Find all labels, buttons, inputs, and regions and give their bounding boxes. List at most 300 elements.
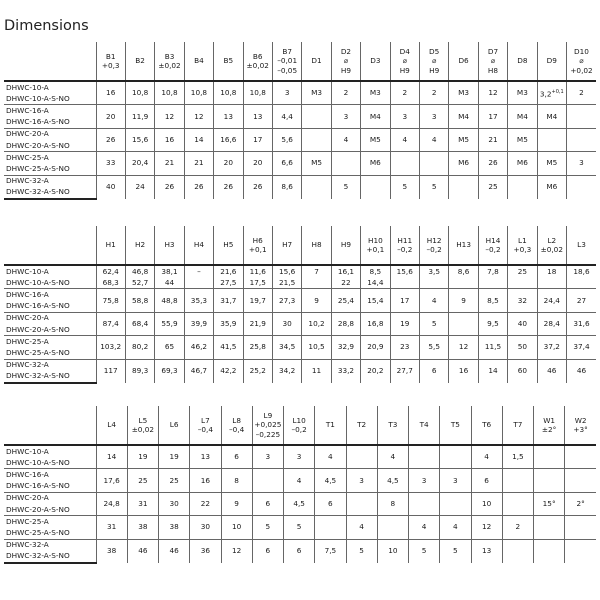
column-header [96,226,125,265]
table-cell: 16,6 [214,128,243,151]
table-cell: M6 [361,152,390,175]
table-cell [508,175,537,199]
column-header-n: H10 [367,235,383,245]
column-header-n: T4 [419,420,429,430]
table-cell: M5 [449,128,478,151]
table-cell: 2 [390,81,419,105]
column-header [272,226,301,265]
table-cell: 17 [390,289,419,312]
table-row [4,445,596,457]
column-header-c: +0,1 [366,245,385,254]
table-cell: 26 [478,152,507,175]
table-cell: 4 [315,445,346,469]
table-cell: M6 [537,175,566,199]
table-cell: 16 [190,469,221,492]
column-header-n: L6 [169,420,179,430]
table-cell: 46 [567,359,597,383]
column-header [361,42,390,81]
table-cell: 3 [419,105,448,128]
table-cell: 13 [471,539,502,563]
dimensions-table-b-d [4,42,596,200]
header-spacer [4,406,96,445]
column-header-a: +0,025 [254,420,282,430]
column-header-n: D10 [574,46,589,56]
column-header-c: ±0,02 [158,61,181,70]
table-cell [449,277,478,289]
table-cell: 3 [409,469,440,492]
table-cell: M4 [361,105,390,128]
table-cell: 68,3 [96,277,125,289]
column-header-n: D8 [517,56,528,66]
table-cell: 38 [127,516,158,539]
table-cell: 10,2 [302,312,331,335]
table-cell: 25,2 [243,359,272,383]
model-label: DHWC-16-A-S-NO [6,117,70,127]
table-cell: 23 [390,336,419,359]
table-cell: 46,2 [184,336,213,359]
column-header [331,226,360,265]
table-cell [346,492,377,515]
column-header-n: L7 [201,415,210,425]
table-cell: 10,5 [302,336,331,359]
table-cell: 32 [508,289,537,312]
model-label: DHWC-25-A [4,336,96,348]
table-cell: M4 [537,105,566,128]
table-cell: 4,5 [284,492,315,515]
column-header-n: H2 [135,240,146,250]
table-cell [565,469,596,492]
table-cell: 34,5 [272,336,301,359]
table-cell: 46,8 [125,265,154,277]
table-cell: 4 [440,516,471,539]
table-cell: 27 [567,289,597,312]
table-cell [361,175,390,199]
table-cell: 22 [190,492,221,515]
table-cell: 19,7 [243,289,272,312]
column-header-n: D9 [546,56,557,66]
header-spacer [4,226,96,265]
column-header [449,226,478,265]
table-row [4,492,596,504]
table-cell: 3 [390,105,419,128]
table-cell: 3 [440,469,471,492]
column-header [190,406,221,445]
table-cell: 2 [502,516,533,539]
table-cell: 17,6 [96,469,127,492]
column-header [284,406,315,445]
column-header-n: D2 [340,46,352,56]
column-header [243,42,272,81]
column-header-n: D1 [311,56,322,66]
table-cell: 33,2 [331,359,360,383]
table-cell: 5,5 [419,336,448,359]
table-cell: 42,2 [214,359,243,383]
column-header-a: ⌀ [431,56,437,66]
table-cell: 80,2 [125,336,154,359]
table-cell: 20 [243,152,272,175]
column-header-n: D3 [370,56,381,66]
column-header-n: T3 [388,420,398,430]
table-cell: 38,1 [155,265,184,277]
table-cell: 6 [252,492,283,515]
column-header [214,226,243,265]
model-label: DHWC-20-A-S-NO [6,324,70,334]
table-cell: 48,8 [155,289,184,312]
table-cell: 38 [159,516,190,539]
column-header-a: –0,01 [277,56,298,66]
table-cell: – [184,265,213,277]
column-header-n: H9 [340,240,352,250]
table-cell: 26 [243,175,272,199]
column-header [502,406,533,445]
table-cell: 35,3 [184,289,213,312]
table-cell: 2 [567,81,597,105]
column-header-n: L3 [577,240,586,250]
table-cell: 24 [125,175,154,199]
table-cell: 14 [184,128,213,151]
table-cell: 46 [537,359,566,383]
column-header [125,42,154,81]
column-header-c: ±0,02 [131,425,155,434]
table-cell: 12 [471,516,502,539]
table-cell: 27,5 [214,277,243,289]
dimensions-table-h-l [4,226,596,384]
column-header [346,406,377,445]
table-cell: 7,8 [478,265,507,277]
model-label: DHWC-32-A [4,539,96,551]
table-cell: 38 [96,539,127,563]
model-label: DHWC-16-A-S-NO [6,481,70,491]
column-header-n: H14 [485,235,501,245]
model-label: DHWC-32-A [4,359,96,371]
table-cell: 3 [272,81,301,105]
table-cell: 58,8 [125,289,154,312]
table-cell: 7 [302,265,331,277]
table-cell [567,105,597,128]
table-cell: 15,4 [361,289,390,312]
table-cell: 41,5 [214,336,243,359]
table-cell: M3 [449,81,478,105]
table-cell: 25 [127,469,158,492]
column-header-c: –0,05 [277,65,298,75]
column-header-a: ⌀ [490,56,496,66]
column-header-n: D5 [429,46,440,56]
table-cell [440,492,471,515]
table-cell: 15,6 [390,265,419,277]
table-cell: 46,7 [184,359,213,383]
table-cell: 24,4 [537,289,566,312]
table-cell: 3 [331,105,360,128]
table-cell [184,277,213,289]
table-cell: 11 [302,359,331,383]
column-header [155,42,184,81]
table-cell: 21,6 [214,265,243,277]
table-cell: 16 [449,359,478,383]
column-header [534,406,565,445]
model-label: DHWC-20-A [4,312,96,324]
column-header-c: +3° [573,425,588,434]
column-header [184,226,213,265]
column-header [419,226,448,265]
table-cell: 5 [409,539,440,563]
table-cell: 6 [252,539,283,563]
column-header-c: ±2° [541,425,557,434]
column-header [214,42,243,81]
table-cell: 4,5 [377,469,408,492]
column-header [449,42,478,81]
table-cell: 16,1 [331,265,360,277]
table-cell [302,105,331,128]
column-header [565,406,596,445]
dimensions-table-l-w [4,406,596,564]
table-cell: 5 [331,175,360,199]
table-cell: 25 [508,265,537,277]
column-header-c: –0,2 [426,245,442,254]
table-cell: 50 [508,336,537,359]
table-cell: 10 [221,516,252,539]
table-row [4,469,596,481]
column-header-n: B5 [223,56,234,66]
table-cell: 6 [419,359,448,383]
table-cell: 3 [346,469,377,492]
table-cell [377,516,408,539]
table-cell: 37,4 [567,336,597,359]
table-cell [502,492,533,515]
column-header [221,406,252,445]
table-cell: 25,4 [331,289,360,312]
column-header-n: H11 [397,235,413,245]
model-label: DHWC-25-A-S-NO [6,347,70,357]
table-cell: 46 [127,539,158,563]
table-cell: 4 [471,445,502,469]
model-label: DHWC-10-A-S-NO [6,277,70,287]
model-label: DHWC-32-A-S-NO [4,187,96,199]
column-header [508,226,537,265]
column-header-n: D4 [399,46,410,56]
table-cell: 12 [449,336,478,359]
table-cell [252,469,283,492]
table-cell: 19 [390,312,419,335]
column-header [243,226,272,265]
column-header [331,42,360,81]
table-row [4,265,596,277]
column-header-n: T1 [325,420,335,430]
column-header-n: L2 [547,235,557,245]
column-header-n: T6 [482,420,492,430]
table-cell: 6 [471,469,502,492]
table-cell: 5,6 [272,128,301,151]
table-row [4,277,596,289]
table-cell: 6 [315,492,346,515]
table-cell: M3 [302,81,331,105]
table-cell: 52,7 [125,277,154,289]
table-cell: 4 [419,128,448,151]
table-cell: 2 [419,81,448,105]
table-cell [537,277,566,289]
model-label: DHWC-10-A [4,445,96,457]
column-header-c: H9 [340,65,352,75]
table-cell: 62,4 [96,265,125,277]
table-cell: 11,5 [478,336,507,359]
table-cell: 20,4 [125,152,154,175]
table-cell: 21,5 [272,277,301,289]
table-row [4,336,596,348]
column-header-n: L8 [232,415,241,425]
table-cell: 13 [243,105,272,128]
table-cell [390,277,419,289]
column-header [567,42,597,81]
table-cell: M3 [361,81,390,105]
model-label: DHWC-25-A [4,152,96,164]
model-label: DHWC-25-A-S-NO [6,163,70,173]
table-cell: M3 [508,81,537,105]
column-header [409,406,440,445]
table-row [4,175,596,187]
column-header-n: T2 [357,420,367,430]
table-row [4,516,596,528]
table-cell: 12 [155,105,184,128]
table-cell: 5 [390,175,419,199]
table-cell: 22 [331,277,360,289]
model-label: DHWC-32-A-S-NO [4,551,96,563]
table-cell [534,469,565,492]
column-header-n: H7 [282,240,293,250]
table-cell: 25 [159,469,190,492]
column-header-n: H3 [164,240,175,250]
table-cell: 8,5 [361,265,390,277]
table-cell [409,492,440,515]
table-cell: M5 [302,152,331,175]
table-cell [565,539,596,563]
table-cell: 5 [252,516,283,539]
table-cell: 4,5 [315,469,346,492]
column-header [419,42,448,81]
table-cell: 68,4 [125,312,154,335]
model-label: DHWC-20-A-S-NO [6,504,70,514]
table-cell: 103,2 [96,336,125,359]
table-cell: 6 [284,539,315,563]
column-header-c: –0,4 [228,425,245,434]
column-header-a: ⌀ [579,56,584,66]
table-cell: 87,4 [96,312,125,335]
header-row [4,406,596,445]
column-header-n: H4 [193,240,204,250]
column-header [96,42,125,81]
table-cell: 9 [302,289,331,312]
column-header-n: B4 [194,56,204,66]
table-cell: 65 [155,336,184,359]
table-cell: 5 [284,516,315,539]
table-cell: 4 [284,469,315,492]
table-cell: 26 [184,175,213,199]
header-spacer [4,42,96,81]
table-cell [537,128,566,151]
column-header-c: ±0,02 [540,245,563,254]
table-cell: 8,6 [449,265,478,277]
table-cell: 4 [419,289,448,312]
column-header [377,406,408,445]
column-header [478,42,507,81]
column-header-n: T5 [450,420,460,430]
table-cell: 21 [155,152,184,175]
column-header-n: L10 [292,415,306,425]
table-cell: 14 [478,359,507,383]
table-cell: 34,2 [272,359,301,383]
column-header-c: –0,225 [255,429,281,439]
table-cell: 33 [96,152,125,175]
model-label: DHWC-16-A [4,469,96,481]
table-cell: 55,9 [155,312,184,335]
column-header-n: L9 [263,410,273,420]
table-cell: 10,8 [214,81,243,105]
model-label: DHWC-16-A-S-NO [6,301,70,311]
table-cell: 25,8 [243,336,272,359]
table-cell: M6 [449,152,478,175]
column-header-c: –0,4 [197,425,213,434]
column-header-a: ⌀ [402,56,407,66]
column-header-c: +0,1 [248,245,267,254]
column-header [159,406,190,445]
column-header-n: H1 [105,240,116,250]
table-row [4,81,596,93]
table-cell: 5 [419,175,448,199]
table-cell [534,539,565,563]
table-cell: 4 [409,516,440,539]
table-cell [390,152,419,175]
table-cell: 21,9 [243,312,272,335]
model-label: DHWC-25-A [4,516,96,528]
table-cell: 17 [243,128,272,151]
column-header-n: D6 [458,56,469,66]
table-row [4,539,596,551]
table-cell: 20 [96,105,125,128]
column-header-n: L5 [138,415,148,425]
table-cell: 44 [155,277,184,289]
model-label: DHWC-32-A [4,175,96,187]
table-cell: 8,5 [478,289,507,312]
table-cell: 28,8 [331,312,360,335]
column-header-c: –0,2 [397,245,413,254]
table-cell: 11,6 [243,265,272,277]
table-cell: 11,9 [125,105,154,128]
table-cell: 15° [534,492,565,515]
column-header [127,406,158,445]
column-header-n: B3 [164,51,175,61]
table-cell [565,516,596,539]
column-header-c: H9 [429,65,440,75]
table-cell: 4,4 [272,105,301,128]
table-cell: 10,8 [125,81,154,105]
column-header [125,226,154,265]
column-header [471,406,502,445]
table-cell: 8 [221,469,252,492]
column-header [302,226,331,265]
table-cell [302,128,331,151]
column-header [361,226,390,265]
model-label: DHWC-10-A-S-NO [6,93,70,103]
table-cell: 25 [478,175,507,199]
table-cell [565,445,596,469]
table-cell: $3,2^{+0,1}$ [537,81,566,105]
column-header [184,42,213,81]
table-row [4,312,596,324]
table-cell: 16 [155,128,184,151]
table-cell [346,445,377,469]
table-cell [440,445,471,469]
column-header-n: H5 [223,240,234,250]
table-cell: 37,2 [537,336,566,359]
table-cell: 69,3 [155,359,184,383]
